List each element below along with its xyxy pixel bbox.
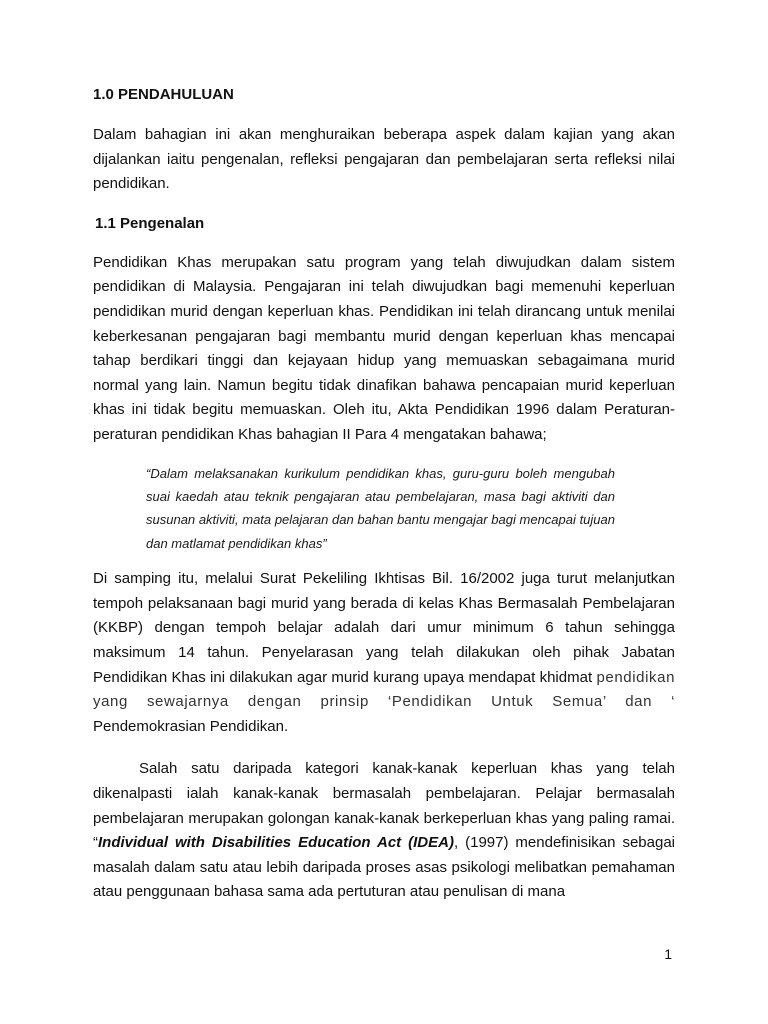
paragraph-text: Salah satu daripada kategori kanak-kanak keperluan khas yang telah dikenalpasti ialah kanak-kanak bermasalah pembelajaran. Pelajar bermasalah pembelajaran merupakan golongan kanak-kanak berkeperluan khas yang paling ramai. “	[93, 760, 675, 852]
page-number: 1	[664, 946, 672, 962]
page-body	[93, 82, 675, 919]
intro-paragraph: Dalam bahagian ini akan menghuraikan beberapa aspek dalam kajian yang akan dijalankan iaitu pengenalan, refleksi pengajaran dan pembelajaran serta refleksi nilai pendidikan.	[93, 126, 675, 193]
subsection-heading: 1.1 Pengenalan	[95, 214, 205, 232]
paragraph-text-end: , (1997) mendefinisikan sebagai masalah dalam satu atau lebih daripada proses asas psikologi melibatkan pemahaman atau penggunaan bahasa sama ada pertuturan atau penulisan di mana	[93, 834, 675, 901]
paragraph-text-end: Pendemokrasian Pendidikan.	[93, 717, 289, 735]
block-quote: “Dalam melaksanakan kurikulum pendidikan khas, guru-guru boleh mengubah suai kaedah atau teknik pengajaran atau pembelajaran, masa bagi aktiviti dan susunan aktiviti, mata pelajaran dan bahan bantu mengajar bagi mencapai tujuan dan matlamat pendidikan khas”	[146, 465, 615, 551]
paragraph-pendidikan-khas: Pendidikan Khas merupakan satu program yang telah diwujudkan dalam sistem pendidikan di Malaysia. Pengajaran ini telah diwujudkan bagi memenuhi keperluan pendidikan murid dengan keperluan khas. Pendidikan ini telah dirancang untuk menilai keberkesanan pengajaran bagi membantu murid dengan keperluan khas mencapai tahap berdikari tinggi dan kejayaan hidup yang memuaskan sebagaimana murid normal yang lain. Namun begitu tidak dinafikan bahawa pencapaian murid keperluan khas ini tidak begitu memuaskan. Oleh itu, Akta Pendidikan 1996 dalam Peraturan-peraturan pendidikan Khas bahagian II Para 4 mengatakan bahawa;	[93, 253, 675, 443]
paragraph-surat-pekeliling	[93, 567, 675, 739]
paragraph-kategori	[93, 757, 675, 905]
act-title: Individual with Disabilities Education Act (IDEA)	[98, 834, 454, 852]
paragraph-text-spaced: pendidikan yang sewajarnya dengan prinsip ‘Pendidikan Untuk Semua’ dan ‘	[93, 668, 676, 711]
section-heading: 1.0 PENDAHULUAN	[93, 86, 234, 103]
paragraph-text: Di samping itu, melalui Surat Pekeliling Ikhtisas Bil. 16/2002 juga turut melanjutkan tempoh pelaksanaan bagi murid yang berada di kelas Khas Bermasalah Pembelajaran (KKBP) dengan tempoh belajar adalah dari umur minimum 6 tahun sehingga maksimum 14 tahun. Penyelarasan yang telah dilakukan oleh pihak Jabatan Pendidikan Khas ini dilakukan agar murid kurang upaya mendapat khidmat	[93, 570, 675, 686]
